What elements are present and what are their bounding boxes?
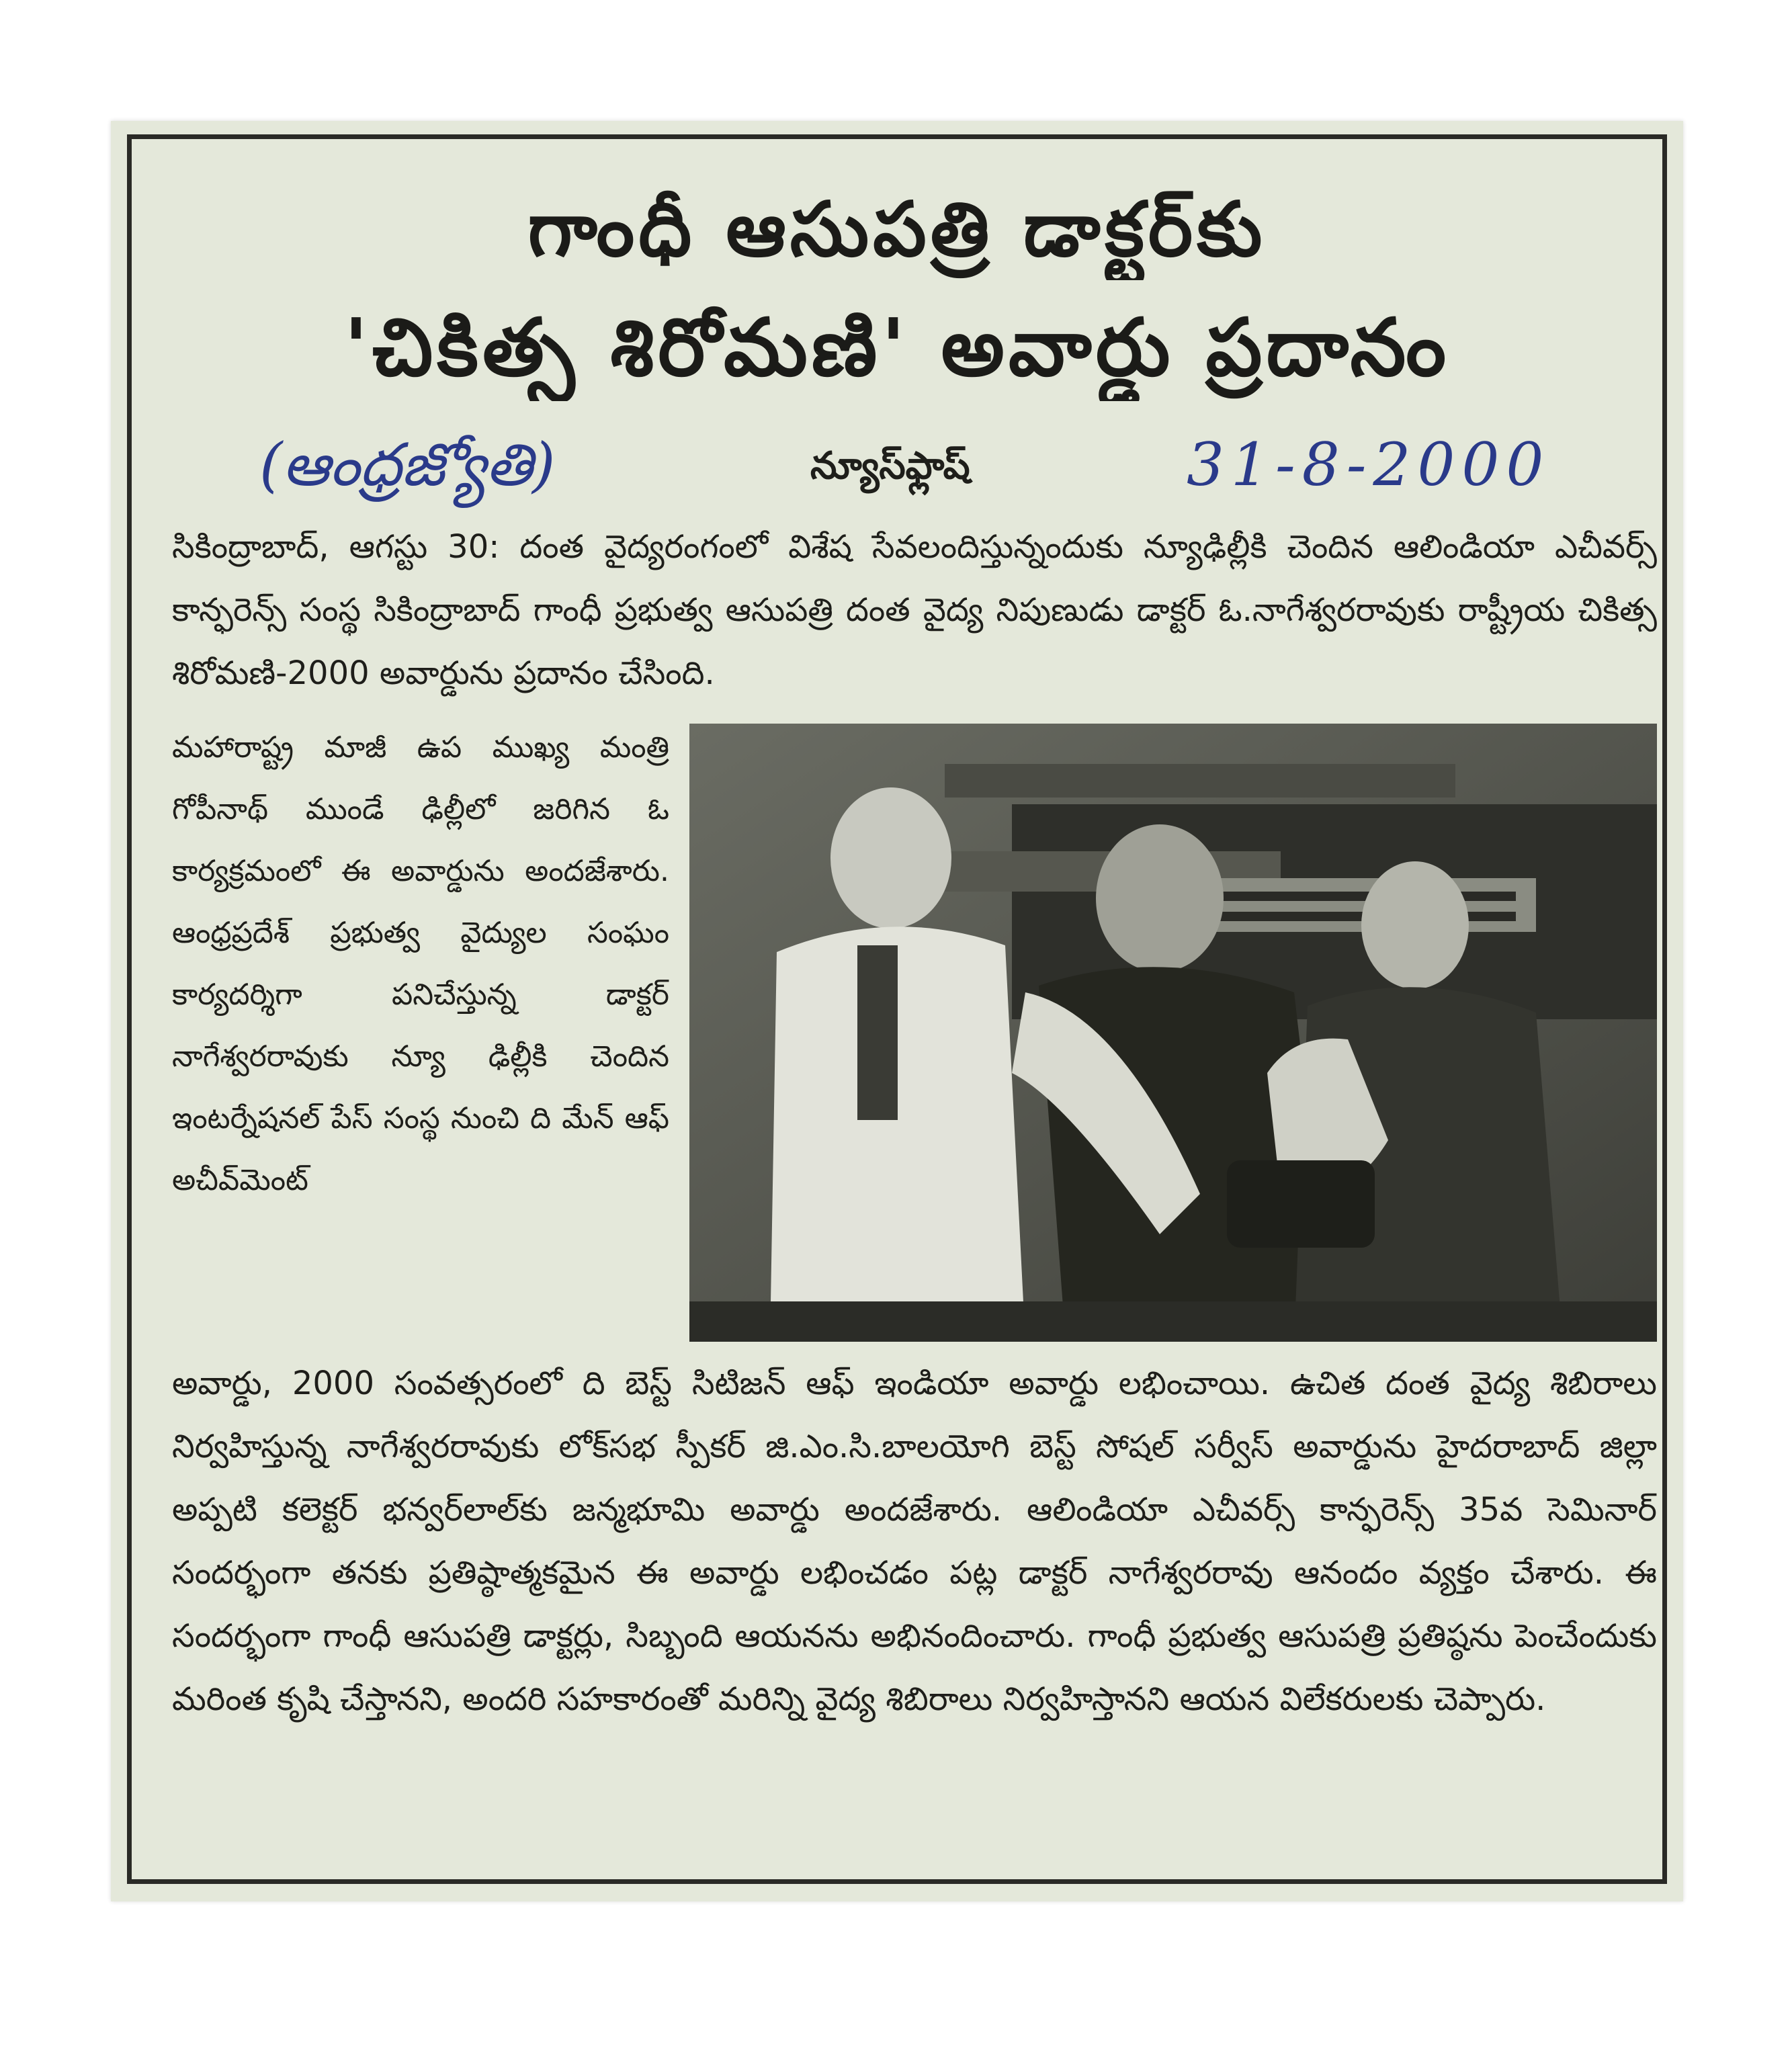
clipping-border xyxy=(127,134,1667,1884)
news-source: న్యూస్‌ఫ్లాష్ xyxy=(810,444,970,488)
article-tail: అవార్డు, 2000 సంవత్సరంలో ది బెస్ట్ సిటిజన్ ఆఫ్ ఇండియా అవార్డు లభించాయి. ఉచిత దంత వైద్య శిబిరాలు నిర్వహిస్తున్న నాగేశ్వరరావుకు లోక్‌సభ స్పీకర్ జి.ఎం.సి.బాలయోగి బెస్ట్ సోషల్ సర్వీస్ అవార్డును హైదరాబాద్ జిల్లా అప్పటి కలెక్టర్ భన్వర్‌లాల్‌కు జన్మభూమి అవార్డు అందజేశారు. ఆలిండియా ఎచీవర్స్ కాన్ఫరెన్స్ 35వ సెమినార్ సందర్భంగా తనకు ప్రతిష్ఠాత్మకమైన ఈ అవార్డు లభించడం పట్ల డాక్టర్ నాగేశ్వరరావు ఆనందం వ్యక్తం చేశారు. ఈ సందర్భంగా గాంధీ ఆసుపత్రి డాక్టర్లు, సిబ్బంది ఆయనను అభినందించారు. గాంధీ ప్రభుత్వ ఆసుపత్రి ప్రతిష్ఠను పెంచేందుకు మరింత కృషి చేస్తానని, అందరి సహకారంతో మరిన్ని వైద్య శిబిరాలు నిర్వహిస్తానని ఆయన విలేకరులకు చెప్పారు. xyxy=(172,1365,1657,1718)
dateline xyxy=(259,428,1603,509)
newspaper-clipping xyxy=(111,121,1683,1901)
handwritten-date: 31-8-2000 xyxy=(1187,430,1551,499)
handwritten-paper-name: (ఆంధ్రజ్యోతి) xyxy=(259,430,556,499)
photo-illustration xyxy=(689,724,1657,1342)
headline-line-1: గాంధీ ఆసుపత్రి డాక్టర్‌కు xyxy=(527,186,1267,273)
article-lead: సికింద్రాబాద్, ఆగస్టు 30: దంత వైద్యరంగంలో విశేష సేవలందిస్తున్నందుకు న్యూఢిల్లీకి చెందిన ఆలిండియా ఎచీవర్స్ కాన్ఫరెన్స్ సంస్థ సికింద్రాబాద్ గాంధీ ప్రభుత్వ ఆసుపత్రి దంత వైద్య నిపుణుడు డాక్టర్ ఓ.నాగేశ్వరరావుకు రాష్ట్రీయ చికిత్స శిరోమణి-2000 అవార్డును ప్రదానం చేసింది. xyxy=(172,528,1657,692)
award-photo xyxy=(689,724,1657,1342)
article-column: మహారాష్ట్ర మాజీ ఉప ముఖ్య మంత్రి గోపీనాథ్ ముండే ఢిల్లీలో జరిగిన ఓ కార్యక్రమంలో ఈ అవార్డును అందజేశారు. ఆంధ్రప్రదేశ్ ప్రభుత్వ వైద్యుల సంఘం కార్యదర్శిగా పనిచేస్తున్న డాక్టర్ నాగేశ్వరరావుకు న్యూ ఢిల్లీకి చెందిన ఇంటర్నేషనల్ పేస్ సంస్థ నుంచి ది మేన్ ఆఫ్ అచీవ్‌మెంట్ xyxy=(172,730,669,1197)
headline-line-2: 'చికిత్స శిరోమణి' అవార్డు ప్రదానం xyxy=(343,301,1451,394)
